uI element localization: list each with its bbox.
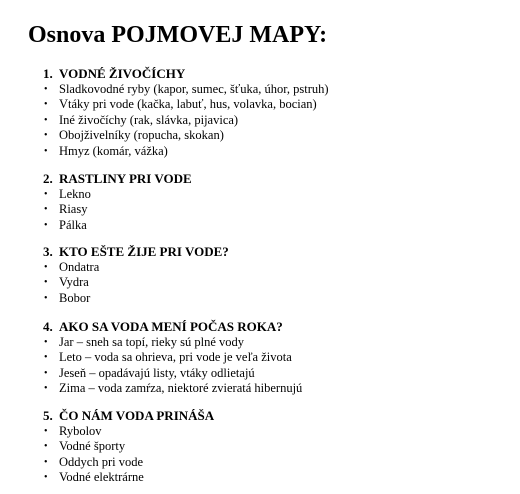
section-heading [43,171,503,187]
list-item-text: Jeseň – opadávajú listy, vtáky odlietajú [59,365,255,380]
section-title: ČO NÁM VODA PRINÁŠA [59,408,215,423]
list-item-text: Vodné športy [59,439,126,453]
bullet-list [43,82,503,160]
bullet-list [43,260,503,307]
list-item [43,335,503,351]
list-item-text: Jar – sneh sa topí, rieky sú plné vody [59,334,245,349]
section-number: 5. [43,408,53,423]
section-heading [43,66,503,82]
section-vodne-zivocichy [43,66,503,159]
list-item-text: Vtáky pri vode (kačka, labuť, hus, volavka, bocian) [59,97,317,111]
section-title: KTO EŠTE ŽIJE PRI VODE? [59,244,229,259]
bullet-list [43,424,503,486]
list-item-text: Rybolov [59,423,102,438]
list-item-text: Zima – voda zamŕza, niektoré zvieratá hibernujú [59,381,303,395]
bullet-icon: • [44,456,48,468]
list-item [43,187,503,203]
bullet-icon: • [44,383,48,394]
list-item-text: Vodné elektrárne [59,470,144,484]
section-title: VODNÉ ŽIVOČÍCHY [59,66,186,81]
list-item [43,424,503,440]
bullet-icon: • [44,472,48,483]
section-heading [43,244,503,260]
list-item-text: Bobor [59,290,91,305]
list-item-text: Leto – voda sa ohrieva, pri vode je veľa života [59,350,292,364]
section-number: 2. [43,171,53,186]
bullet-icon: • [44,145,48,157]
list-item [43,97,503,113]
bullet-icon: • [44,130,48,141]
bullet-icon: • [44,336,48,348]
list-item [43,291,503,307]
bullet-icon: • [44,114,48,126]
section-heading [43,319,503,335]
section-number: 4. [43,319,53,334]
bullet-icon: • [44,277,48,288]
list-item-text: Oddych pri vode [59,454,144,469]
bullet-icon: • [44,219,48,231]
list-item [43,218,503,234]
bullet-icon: • [44,425,48,437]
section-co-nam-voda-prinasa [43,408,503,486]
bullet-icon: • [44,292,48,304]
section-heading [43,408,503,424]
section-title: RASTLINY PRI VODE [59,171,192,186]
bullet-icon: • [44,352,48,363]
bullet-icon: • [44,367,48,379]
list-item [43,455,503,471]
list-item-text: Lekno [59,186,91,201]
section-rastliny-pri-vode [43,171,503,233]
bullet-list [43,187,503,234]
list-item-text: Ondatra [59,259,100,274]
list-item-text: Iné živočíchy (rak, slávka, pijavica) [59,112,239,127]
list-item [43,381,503,397]
list-item-text: Hmyz (komár, vážka) [59,143,168,158]
bullet-list [43,335,503,397]
bullet-icon: • [44,83,48,95]
list-item-text: Obojživelníky (ropucha, skokan) [59,128,224,142]
bullet-icon: • [44,261,48,273]
list-item-text: Riasy [59,202,88,216]
bullet-icon: • [44,99,48,110]
list-item [43,275,503,291]
list-item-text: Vydra [59,275,89,289]
list-item [43,439,503,455]
list-item [43,350,503,366]
list-item-text: Sladkovodné ryby (kapor, sumec, šťuka, úhor, pstruh) [59,81,329,96]
bullet-icon: • [44,204,48,215]
page-title: Osnova POJMOVEJ MAPY: [28,22,328,48]
section-number: 1. [43,66,53,81]
bullet-icon: • [44,441,48,452]
bullet-icon: • [44,188,48,200]
list-item [43,144,503,160]
section-title: AKO SA VODA MENÍ POČAS ROKA? [59,319,283,334]
section-kto-este-zije [43,244,503,306]
list-item [43,202,503,218]
list-item [43,470,503,486]
list-item [43,260,503,276]
list-item [43,366,503,382]
list-item [43,82,503,98]
list-item-text: Pálka [59,217,87,232]
list-item [43,128,503,144]
list-item [43,113,503,129]
section-ako-sa-voda-meni [43,319,503,397]
section-number: 3. [43,244,53,259]
